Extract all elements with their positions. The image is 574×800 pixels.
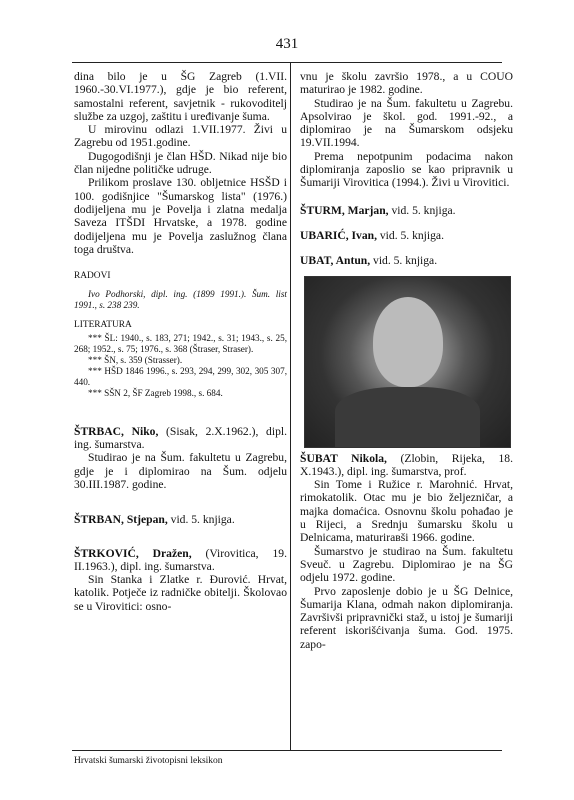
entry-ubat-antun <box>300 254 513 267</box>
entry-name: UBARIĆ, Ivan, <box>300 228 377 242</box>
entry-details: vid. 5. knjiga. <box>376 228 444 242</box>
paragraph: Šumarstvo je studirao na Šum. fakultetu Sveuč. u Zagrebu. Diplomirao je na ŠG odjelu 1972. godine. <box>300 544 513 585</box>
left-column <box>74 70 287 613</box>
paragraph: Dugogodišnji je član HŠD. Nikad nije bio član nijedne političke udruge. <box>74 149 287 177</box>
paragraph: Studirao je na Šum. fakultetu u Zagrebu. Apsolvirao je škol. god. 1991.-92., a diplomirao je na Šumarskom odsjeku 19.VII.1994. <box>300 96 513 150</box>
literature-entry: *** SŠN 2, ŠF Zagreb 1998., s. 684. <box>88 387 223 398</box>
entry-subat-nikola <box>300 452 513 479</box>
entry-details: (Virovitica, 19. II.1963.), dipl. ing. šumarstva. <box>74 546 287 573</box>
entry-name: ŠTRKOVIĆ, Dražen, <box>74 546 192 560</box>
entry-name: ŠTURM, Marjan, <box>300 203 389 217</box>
right-column <box>300 70 513 651</box>
photo-suit <box>335 387 480 447</box>
entry-details: (Zlobin, Rijeka, 18. X.1943.), dipl. ing. šumarstva, prof. <box>300 451 513 478</box>
paragraph: Prvo zaposlenje dobio je u ŠG Delnice, Šumarija Klana, odmah nakon diplomiranja. Završivši pripravnički staž, u istoj je šumariji referent iskorišćivanja šuma. God. 1975. zapo- <box>300 584 513 651</box>
entry-name: UBAT, Antun, <box>300 254 371 268</box>
top-rule <box>72 62 502 63</box>
photo-face <box>373 297 443 387</box>
footer-title: Hrvatski šumarski životopisni leksikon <box>74 756 223 766</box>
bottom-rule <box>72 750 502 751</box>
entry-sturm-marjan <box>300 204 513 217</box>
literatura-heading: LITERATURA <box>74 320 132 331</box>
entry-details: vid. 5. knjiga. <box>370 254 438 268</box>
column-divider <box>290 62 291 750</box>
radovi-heading: RADOVI <box>74 271 111 282</box>
paragraph: U mirovinu odlazi 1.VII.1977. Živi u Zagrebu od 1951.godine. <box>74 123 287 150</box>
entry-name: ŠTRBAC, Niko, <box>74 424 159 438</box>
paragraph: Sin Tome i Ružice r. Marohnić. Hrvat, rimokatolik. Otac mu je bio željezničar, a majka domaćica. Osnovnu školu pohađao je u Rijeci, a Srednju šumarsku školu u Delnicama, maturirавši 1966. godine. <box>300 478 513 545</box>
entry-ubaric-ivan <box>300 229 513 242</box>
entry-name: ŠUBAT Nikola, <box>300 451 387 465</box>
paragraph: Sin Stanka i Zlatke r. Đurović. Hrvat, katolik. Potječe iz radničke obitelji. Školovao se u Virovitici: osno- <box>74 573 287 613</box>
entry-strkovic-drazen <box>74 547 287 574</box>
paragraph: dina bilo je u ŠG Zagreb (1.VII. 1960.-30.VI.1977.), gdje je bio referent, samostalni referent, savjetnik - rukovoditelj službe za uzgoj, zaštitu i uređivanje šuma. <box>74 70 287 123</box>
entry-strbac-niko <box>74 425 287 452</box>
paragraph: Prema nepotpunim podacima nakon diplomiranja zaposlio se kao pripravnik u Šumariji Virovitica (1994.). Živi u Virovitici. <box>300 149 513 190</box>
paragraph: Prilikom proslave 130. obljetnice HSŠD i 100. godišnjice "Šumarskog lista" (1976.) dodijeljena mu je Povelja i zlatna medalja Saveza ITŠDI Hrvatske, a 1978. godine dodijeljena mu je Povelja zaslužnog člana toga društva. <box>74 176 287 256</box>
portrait-photo <box>304 276 511 448</box>
literature-entry: *** HŠD 1846 1996., s. 293, 294, 299, 302, 305 307, 440. <box>74 365 287 387</box>
literature-entry: *** ŠN, s. 359 (Strasser). <box>88 354 183 365</box>
page-number: 431 <box>275 36 299 52</box>
radovi-entry: Ivo Podhorski, dipl. ing. (1899 1991.). Šum. list 1991., s. 238 239. <box>74 289 287 311</box>
entry-details: vid. 5. knjiga. <box>388 203 456 217</box>
entry-name: ŠTRBAN, Stjepan, <box>74 513 168 527</box>
entry-details: vid. 5. knjiga. <box>167 513 235 527</box>
literature-entry: *** ŠL: 1940., s. 183, 271; 1942., s. 31; 1943., s. 25, 268; 1952., s. 75; 1976., s. 368 (Štraser, Straser). <box>74 332 287 354</box>
entry-strban-stjepan <box>74 513 287 526</box>
paragraph: vnu je školu završio 1978., a u COUO maturirao je 1982. godine. <box>300 70 513 97</box>
paragraph: Studirao je na Šum. fakultetu u Zagrebu, gdje je i diplomirao na Šum. odjelu 30.III.1987. godine. <box>74 451 287 491</box>
entry-details: (Sisak, 2.X.1962.), dipl. ing. šumarstva. <box>74 424 287 452</box>
